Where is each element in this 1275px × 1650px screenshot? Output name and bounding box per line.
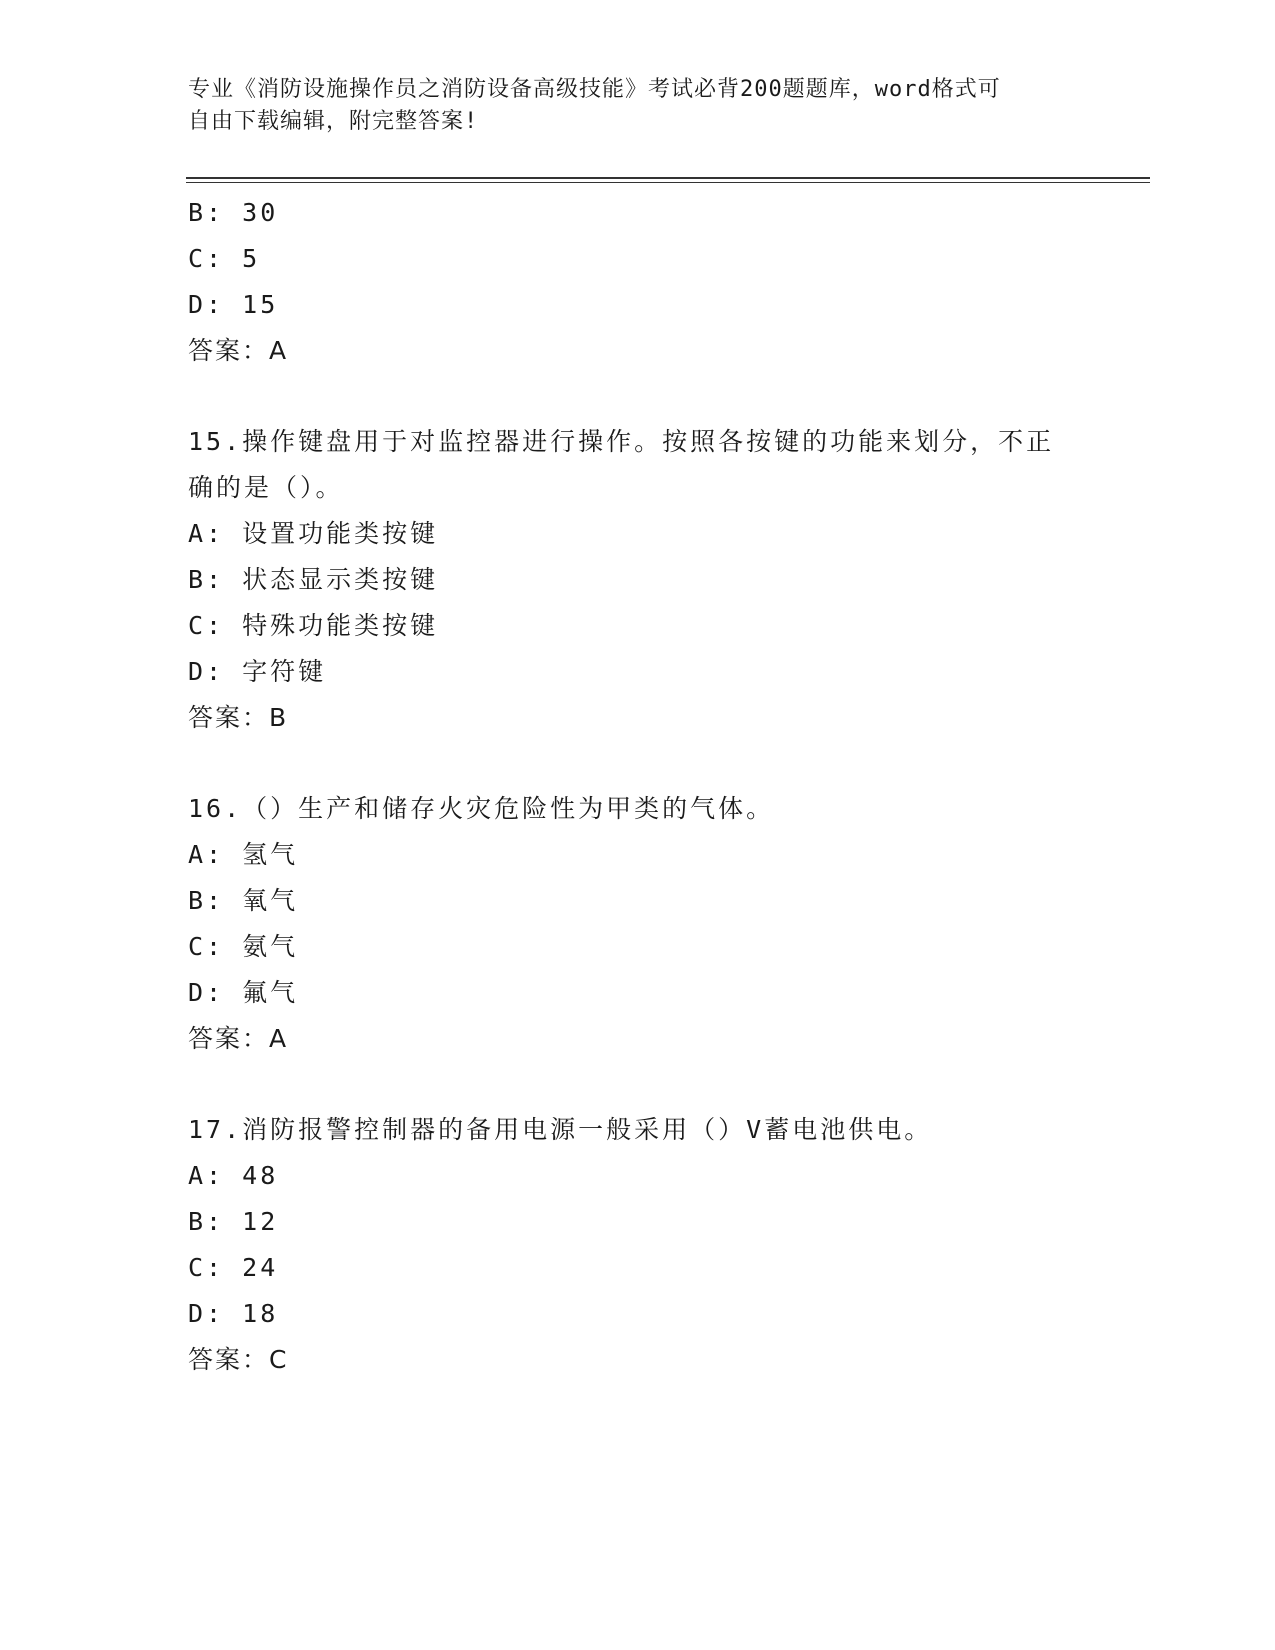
answer-line: 答案：B [188,703,289,732]
option-c: C: 氨气 [188,932,299,961]
answer-line: 答案：C [188,1345,289,1374]
option-b: B: 30 [188,198,279,227]
question-text-line-1: 17.消防报警控制器的备用电源一般采用（）V蓄电池供电。 [188,1115,933,1144]
option-b: B: 12 [188,1207,279,1236]
prev-question-block [188,190,1088,374]
option-d: D: 15 [188,290,279,319]
option-a: A: 设置功能类按键 [188,519,439,548]
header-title-line-2: 自由下载编辑，附完整答案! [188,109,479,134]
question-text-line-1: 16.（）生产和储存火灾危险性为甲类的气体。 [188,794,775,823]
answer-line: 答案：A [188,1024,289,1053]
question-15 [188,419,1088,741]
question-text-line-2: 确的是（）。 [188,473,344,502]
option-b: B: 状态显示类按键 [188,565,439,594]
header-divider-thin [186,182,1150,183]
question-16 [188,786,1088,1062]
option-c: C: 特殊功能类按键 [188,611,439,640]
question-list [188,190,1088,1383]
option-a: A: 氢气 [188,840,299,869]
header-divider-thick [186,177,1150,179]
option-d: D: 18 [188,1299,279,1328]
option-a: A: 48 [188,1161,279,1190]
header-title-line-1: 专业《消防设施操作员之消防设备高级技能》考试必背200题题库，word格式可 [188,77,1001,102]
answer-line: 答案：A [188,336,289,365]
option-c: C: 5 [188,244,261,273]
option-d: D: 氟气 [188,978,299,1007]
option-d: D: 字符键 [188,657,327,686]
question-text-line-1: 15.操作键盘用于对监控器进行操作。按照各按键的功能来划分，不正 [188,427,1055,456]
option-b: B: 氧气 [188,886,299,915]
question-17 [188,1107,1088,1383]
option-c: C: 24 [188,1253,279,1282]
document-header [188,74,1088,138]
